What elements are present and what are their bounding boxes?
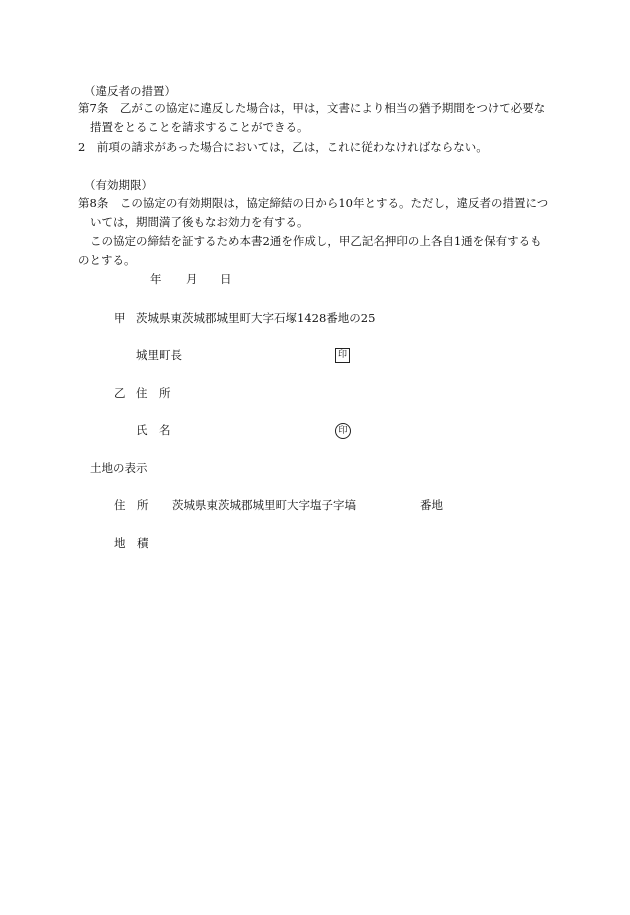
party-kou-address: 茨城県東茨城郡城里町大字石塚1428番地の25 (136, 311, 376, 325)
article7-heading: （違反者の措置） (84, 84, 176, 98)
seal-square-icon: 印 (335, 348, 350, 363)
date-month: 月 (186, 272, 198, 286)
party-kou-title: 城里町長 (136, 348, 182, 362)
closing-line2: のとする。 (78, 253, 136, 267)
article8-line1: 第8条 この協定の有効期限は，協定締結の日から10年とする。ただし，違反者の措置につ (78, 196, 549, 210)
party-kou-label: 甲 (114, 311, 126, 325)
article8-line2: いては，期間満了後もなお効力を有する。 (90, 215, 309, 229)
article7-para2: 2 前項の請求があった場合においては，乙は，これに従わなければならない。 (78, 140, 488, 154)
closing-line1: この協定の締結を証するため本書2通を作成し，甲乙記名押印の上各自1通を保有するも (90, 234, 542, 248)
party-otsu-name-label: 氏 名 (136, 423, 171, 437)
article7-line2: 措置をとることを請求することができる。 (90, 120, 309, 134)
land-area-label: 地 積 (114, 536, 149, 550)
land-address-suffix: 番地 (420, 498, 443, 512)
date-year: 年 (150, 272, 162, 286)
party-otsu-address-label: 住 所 (136, 386, 171, 400)
article7-line1: 第7条 乙がこの協定に違反した場合は，甲は，文書により相当の猶予期間をつけて必要な (78, 101, 546, 115)
land-address-value: 茨城県東茨城郡城里町大字塩子字塙 (172, 498, 356, 512)
land-address-label: 住 所 (114, 498, 149, 512)
date-day: 日 (220, 272, 232, 286)
seal-circle-icon: 印 (335, 423, 351, 439)
land-heading: 土地の表示 (90, 461, 148, 475)
article8-heading: （有効期限） (84, 178, 153, 192)
party-otsu-label: 乙 (114, 386, 126, 400)
